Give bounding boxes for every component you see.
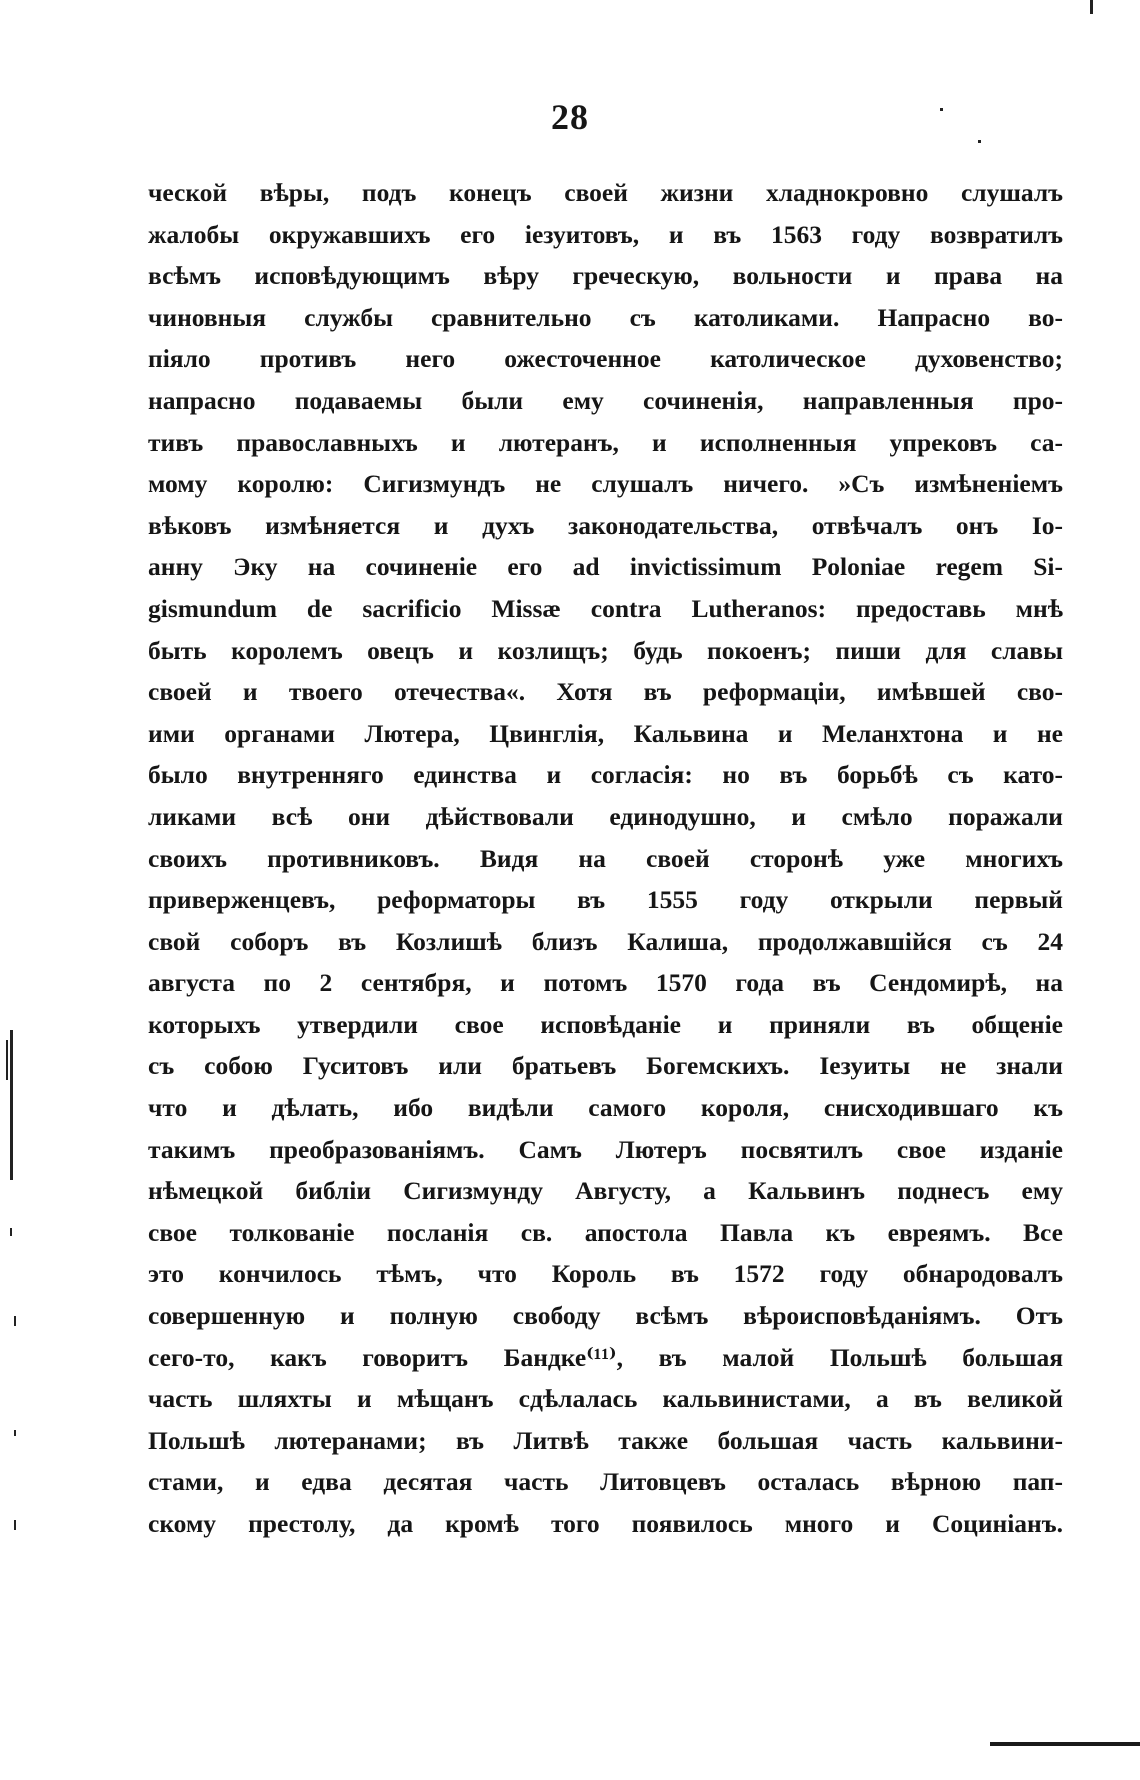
- text-line: чиновныя службы сравнительно съ католиками. Напрасно во-: [148, 302, 1063, 332]
- text-line: ликами всѣ они дѣйствовали единодушно, и смѣло поражали: [148, 801, 1063, 831]
- text-line: августа по 2 сентября, и потомъ 1570 года въ Сендомирѣ, на: [148, 968, 1063, 998]
- text-line: часть шляхты и мѣщанъ сдѣлалась кальвинистами, а въ великой: [148, 1384, 1063, 1414]
- scan-artifact-mark: [6, 1040, 8, 1080]
- scan-artifact-mark: [14, 1430, 16, 1436]
- scan-artifact-mark: [940, 108, 943, 111]
- body-text: [148, 172, 1063, 1545]
- scan-artifact-mark: [1090, 0, 1093, 14]
- bottom-edge-rule: [990, 1742, 1140, 1746]
- text-line: нѣмецкой библіи Сигизмунду Августу, а Кальвинъ поднесъ ему: [148, 1176, 1063, 1206]
- scan-artifact-mark: [14, 1520, 16, 1530]
- text-line: такимъ преобразованіямъ. Самъ Лютеръ посвятилъ свое изданіе: [148, 1134, 1063, 1164]
- text-line: свой соборъ въ Козлишѣ близъ Калиша, продолжавшійся съ 24: [148, 926, 1063, 956]
- text-line: совершенную и полную свободу всѣмъ вѣроисповѣданіямъ. Отъ: [148, 1301, 1063, 1331]
- text-line: вѣковъ измѣняется и духъ законодательства, отвѣчалъ онъ Іо-: [148, 510, 1063, 540]
- text-line: напрасно подаваемы были ему сочиненія, направленныя про-: [148, 385, 1063, 415]
- text-line: Польшѣ лютеранами; въ Литвѣ также большая часть кальвини-: [148, 1425, 1063, 1455]
- text-line: мому королю: Сигизмундъ не слушалъ ничего. »Съ измѣненіемъ: [148, 469, 1063, 499]
- scan-artifact-mark: [10, 1228, 12, 1236]
- text-line: что и дѣлать, ибо видѣли самого короля, снисходившаго къ: [148, 1093, 1063, 1123]
- page-number: 28: [551, 97, 589, 137]
- text-line: ими органами Лютера, Цвинглія, Кальвина и Меланхтона и не: [148, 718, 1063, 748]
- text-line: тивъ православныхъ и лютеранъ, и исполненныя упрековъ са-: [148, 427, 1063, 457]
- scan-artifact-mark: [10, 1030, 13, 1180]
- text-line: скому престолу, да кромѣ того появилось много и Социніанъ.: [148, 1509, 1063, 1538]
- text-line: приверженцевъ, реформаторы въ 1555 году открыли первый: [148, 885, 1063, 915]
- text-line: піяло противъ него ожесточенное католическое духовенство;: [148, 344, 1063, 374]
- text-line: своихъ противниковъ. Видя на своей сторонѣ уже многихъ: [148, 843, 1063, 873]
- scan-artifact-mark: [14, 1316, 16, 1326]
- text-line: съ собою Гуситовъ или братьевъ Богемскихъ. Іезуиты не знали: [148, 1051, 1063, 1081]
- text-line: всѣмъ исповѣдующимъ вѣру греческую, вольности и права на: [148, 261, 1063, 291]
- text-line: анну Эку на сочиненіе его ad invictissimum Poloniae regem Si-: [148, 552, 1063, 582]
- text-line: это кончилось тѣмъ, что Король въ 1572 году обнародовалъ: [148, 1259, 1063, 1289]
- text-line: жалобы окружавшихъ его іезуитовъ, и въ 1563 году возвратилъ: [148, 219, 1063, 249]
- text-line: ческой вѣры, подъ конецъ своей жизни хладнокровно слушалъ: [148, 178, 1063, 207]
- text-line: своей и твоего отечества«. Хотя въ реформаціи, имѣвшей сво-: [148, 677, 1063, 707]
- text-line: сего-то, какъ говоритъ Бандке⁽¹¹⁾, въ малой Польшѣ большая: [148, 1342, 1063, 1372]
- text-line: стами, и едва десятая часть Литовцевъ осталась вѣрною пап-: [148, 1467, 1063, 1497]
- text-line: было внутренняго единства и согласія: но въ борьбѣ съ като-: [148, 760, 1063, 790]
- text-line: gismundum de sacrificio Missæ contra Lutheranos: предоставь мнѣ: [148, 593, 1063, 623]
- text-line: быть королемъ овецъ и козлищъ; будь покоенъ; пиши для славы: [148, 635, 1063, 665]
- scan-artifact-mark: [978, 140, 981, 143]
- text-line: свое толкованіе посланія св. апостола Павла къ евреямъ. Все: [148, 1217, 1063, 1247]
- text-line: которыхъ утвердили свое исповѣданіе и приняли въ общеніе: [148, 1009, 1063, 1039]
